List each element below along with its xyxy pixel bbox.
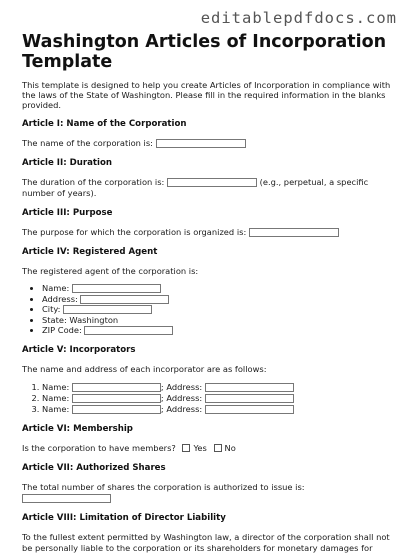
article-8-heading: Article VIII: Limitation of Director Liability xyxy=(22,513,226,524)
list-item xyxy=(42,382,394,393)
authorized-shares-label: The total number of shares the corporation is authorized to issue is: xyxy=(22,482,305,493)
list-item xyxy=(42,325,394,336)
incorporator-1-name-label: Name: xyxy=(42,381,70,392)
list-item xyxy=(42,393,394,404)
incorporator-3-address-field[interactable] xyxy=(205,405,294,414)
agent-state-text: State: Washington xyxy=(42,314,119,325)
article-4-text: The registered agent of the corporation is: xyxy=(22,266,199,276)
article-3-heading: Article III: Purpose xyxy=(22,208,113,218)
incorporator-2-name-field[interactable] xyxy=(72,394,161,403)
article-7-text xyxy=(22,482,394,504)
duration-field[interactable] xyxy=(167,178,257,187)
list-item xyxy=(42,404,394,415)
incorporator-3-address-label: ; Address: xyxy=(160,404,203,415)
agent-city-label: City: xyxy=(42,304,61,314)
article-2-heading: Article II: Duration xyxy=(22,158,112,168)
article-5-heading: Article V: Incorporators xyxy=(22,344,136,355)
agent-zip-field[interactable] xyxy=(84,326,173,335)
site-watermark: editablepdfdocs.com xyxy=(200,9,397,27)
membership-yes-label: Yes xyxy=(193,443,207,454)
article-6-heading: Article VI: Membership xyxy=(22,424,133,435)
membership-question: Is the corporation to have members? xyxy=(22,443,176,454)
agent-name-label: Name: xyxy=(42,283,70,293)
incorporator-2-name-label: Name: xyxy=(42,392,70,403)
incorporator-2-address-label: ; Address: xyxy=(160,392,203,403)
agent-city-field[interactable] xyxy=(63,305,152,314)
list-item xyxy=(42,294,394,305)
purpose-field[interactable] xyxy=(249,228,339,237)
intro-paragraph: This template is designed to help you create Articles of Incorporation in compliance with the laws of the State of Washington. Please fill in the required information in the blanks provided. xyxy=(22,80,391,110)
membership-yes-checkbox[interactable] xyxy=(182,444,190,452)
article-4-heading: Article IV: Registered Agent xyxy=(22,247,158,257)
registered-agent-list xyxy=(22,283,394,336)
article-1-text xyxy=(22,138,394,149)
membership-no-label: No xyxy=(224,443,236,454)
article-1-heading: Article I: Name of the Corporation xyxy=(22,119,187,129)
incorporator-2-address-field[interactable] xyxy=(205,394,294,403)
document-body xyxy=(22,32,394,554)
membership-no-checkbox[interactable] xyxy=(214,444,222,452)
article-8-text: To the fullest extent permitted by Washington law, a director of the corporation shall not be personally liable to the corporation or its shareholders for monetary damages for xyxy=(22,532,390,554)
incorporator-1-address-label: ; Address: xyxy=(160,381,203,392)
authorized-shares-field[interactable] xyxy=(22,494,111,503)
incorporators-list xyxy=(22,382,394,416)
article-2-text xyxy=(22,177,394,199)
list-item xyxy=(42,304,394,315)
corporation-name-label: The name of the corporation is: xyxy=(22,138,153,148)
incorporator-1-address-field[interactable] xyxy=(205,383,294,392)
incorporator-1-name-field[interactable] xyxy=(72,383,161,392)
agent-name-field[interactable] xyxy=(72,284,161,293)
duration-hint: (e.g., perpetual, a specific number of years). xyxy=(22,177,369,198)
page-title: Washington Articles of Incorporation Template xyxy=(22,32,387,72)
incorporator-3-name-label: Name: xyxy=(42,404,70,415)
incorporator-3-name-field[interactable] xyxy=(72,405,161,414)
article-3-text xyxy=(22,227,394,238)
duration-label: The duration of the corporation is: xyxy=(22,177,165,187)
agent-zip-label: ZIP Code: xyxy=(42,325,82,335)
list-item xyxy=(42,315,394,326)
purpose-label: The purpose for which the corporation is organized is: xyxy=(22,227,247,237)
agent-address-label: Address: xyxy=(42,293,78,304)
agent-address-field[interactable] xyxy=(80,295,169,304)
list-item xyxy=(42,283,394,294)
article-6-text xyxy=(22,443,394,454)
corporation-name-field[interactable] xyxy=(156,139,246,148)
article-7-heading: Article VII: Authorized Shares xyxy=(22,463,166,474)
article-5-text: The name and address of each incorporator are as follows: xyxy=(22,363,267,374)
